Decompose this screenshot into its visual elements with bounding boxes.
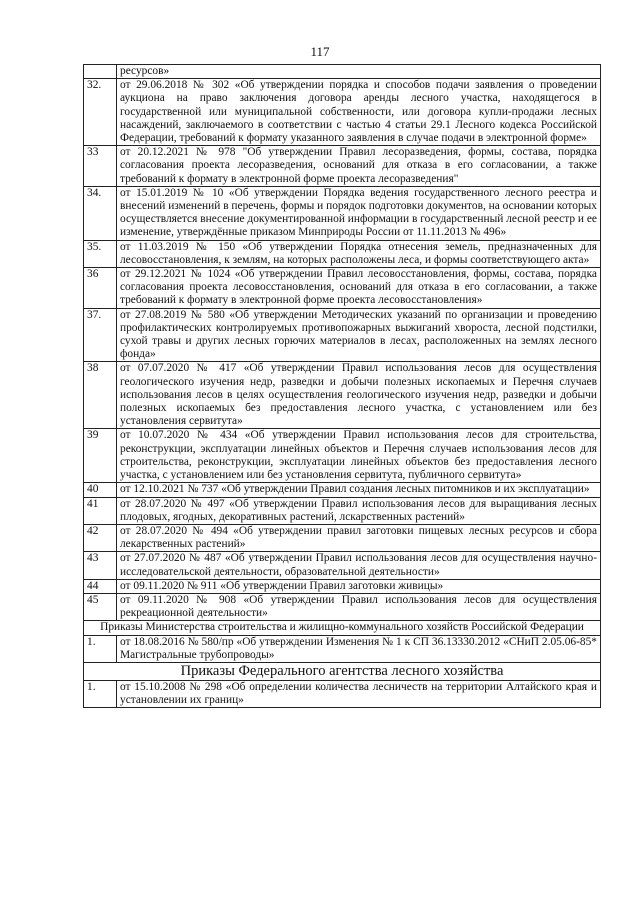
item-number: 44 xyxy=(84,579,117,593)
item-text: от 28.07.2020 № 497 «Об утверждении Правил использования лесов для выращивания лесных плодовых, ягодных, декоративных растений, лскарственных растений» xyxy=(117,497,601,524)
table-row xyxy=(84,362,601,429)
item-text: от 11.03.2019 № 150 «Об утверждении Порядка отнесения земель, предназначенных для лесовосстановления, к землям, на которых расположены леса, и формы соответствующего акта» xyxy=(117,240,601,267)
section-header-row xyxy=(84,621,601,635)
table-row xyxy=(84,308,601,362)
table-row xyxy=(84,240,601,267)
item-number: 37. xyxy=(84,308,117,362)
table-row xyxy=(84,79,601,146)
regulations-table xyxy=(83,64,601,708)
item-text: от 18.08.2016 № 580/пр «Об утверждении Изменения № 1 к СП 36.13330.2012 «СНиП 2.05.06-85* Магистральные трубопроводы» xyxy=(117,635,601,662)
item-number: 1. xyxy=(84,680,117,707)
table-row xyxy=(84,497,601,524)
item-text: от 29.12.2021 № 1024 «Об утверждении Правил лесовосстановления, формы, состава, порядка согласования проекта лесовосстановления, оснований для отказа в его согласовании, а также требований к формату в электронной форме проекта лесовосстановления» xyxy=(117,268,601,309)
item-text: от 09.11.2020 № 908 «Об утверждении Правил использования лесов для осуществления рекреационной деятельности» xyxy=(117,593,601,620)
item-text: ресурсов» xyxy=(117,65,601,79)
section-title: Приказы Федерального агентства лесного хозяйства xyxy=(84,662,601,680)
table-row xyxy=(84,186,601,240)
page-number: 117 xyxy=(310,44,330,59)
item-number: 35. xyxy=(84,240,117,267)
table-row xyxy=(84,680,601,707)
item-number: 36 xyxy=(84,268,117,309)
table-row xyxy=(84,146,601,187)
item-number: 38 xyxy=(84,362,117,429)
item-number: 42 xyxy=(84,524,117,551)
item-text: от 28.07.2020 № 494 «Об утверждении правил заготовки пищевых лесных ресурсов и сбора лекарственных растений» xyxy=(117,524,601,551)
item-number: 34. xyxy=(84,186,117,240)
item-number: 1. xyxy=(84,635,117,662)
table-row xyxy=(84,65,601,79)
table-row xyxy=(84,483,601,497)
item-text: от 27.07.2020 № 487 «Об утверждении Правил использования лесов для осуществления научно-исследовательской деятельности, образовательной деятельности» xyxy=(117,552,601,579)
item-number xyxy=(84,65,117,79)
item-text: от 12.10.2021 № 737 «Об утверждении Правил создания лесных питомников и их эксплуатации» xyxy=(117,483,601,497)
item-number: 45 xyxy=(84,593,117,620)
item-text: от 15.10.2008 № 298 «Об определении количества лесничеств на территории Алтайского края и установлении их границ» xyxy=(117,680,601,707)
regulations-table-body xyxy=(84,65,601,708)
item-text: от 29.06.2018 № 302 «Об утверждении порядка и способов подачи заявления о проведении аукциона на право заключения договора аренды лесного участка, находящегося в государственной или муниципальной собственности, или договора купли-продажи лесных насаждений, заключаемого в соответствии с частью 4 статьи 29.1 Лесного кодекса Российской Федерации, требований к формату указанного заявления в случае подачи в электронной форме» xyxy=(117,79,601,146)
table-row xyxy=(84,429,601,483)
item-number: 43 xyxy=(84,552,117,579)
table-row xyxy=(84,524,601,551)
item-number: 39 xyxy=(84,429,117,483)
table-row xyxy=(84,593,601,620)
item-text: от 10.07.2020 № 434 «Об утверждении Правил использования лесов для строительства, реконструкции, эксплуатации линейных объектов и Перечня случаев использования лесов для строительства, реконструкции, эксплуатации линейных объектов без предоставления лесного участка, с установлением или без установления сервитута, публичного сервитута» xyxy=(117,429,601,483)
table-row xyxy=(84,552,601,579)
table-row xyxy=(84,579,601,593)
section-title: Приказы Министерства строительства и жилищно-коммунального хозяйств Российской Федерации xyxy=(84,621,601,635)
item-text: от 09.11.2020 № 911 «Об утверждении Правил заготовки живицы» xyxy=(117,579,601,593)
section-header-row xyxy=(84,662,601,680)
item-text: от 20.12.2021 № 978 "Об утверждении Правил лесоразведения, формы, состава, порядка согласования проекта лесоразведения, оснований для отказа в его согласовании, а также требований к формату в электронной форме проекта лесоразведения" xyxy=(117,146,601,187)
item-number: 32. xyxy=(84,79,117,146)
table-row xyxy=(84,268,601,309)
item-number: 41 xyxy=(84,497,117,524)
item-text: от 15.01.2019 № 10 «Об утверждении Порядка ведения государственного лесного реестра и внесений изменений в перечень, формы и порядок подготовки документов, на основании которых осуществляется внесение документированной информации в государственный лесной реестр и ее изменение, утверждённые приказом Минприроды России от 11.11.2013 № 496» xyxy=(117,186,601,240)
table-row xyxy=(84,635,601,662)
item-text: от 07.07.2020 № 417 «Об утверждении Правил использования лесов для осуществления геологического изучения недр, разведки и добычи полезных ископаемых и Перечня случаев использования лесов в целях осуществления геологического изучения недр, разведки и добычи полезных ископаемых без предоставления лесного участка, с установлением или без установления сервитута» xyxy=(117,362,601,429)
item-number: 33 xyxy=(84,146,117,187)
item-number: 40 xyxy=(84,483,117,497)
item-text: от 27.08.2019 № 580 «Об утверждении Методических указаний по организации и проведению профилактических контролируемых противопожарных выжиганий хвороста, лесной подстилки, сухой травы и других лесных горючих материалов в лесах, расположенных на землях лесного фонда» xyxy=(117,308,601,362)
